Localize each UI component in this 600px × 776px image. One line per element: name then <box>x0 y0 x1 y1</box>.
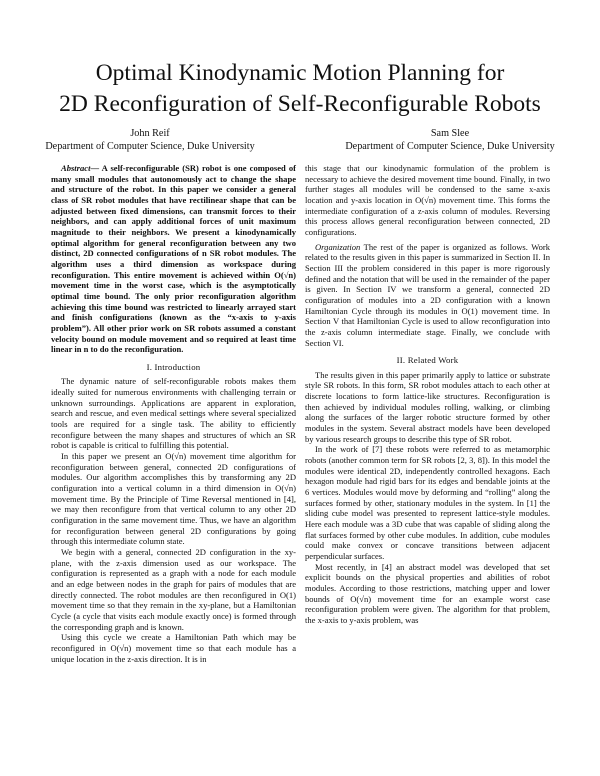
paragraph: We begin with a general, connected 2D configuration in the xy-plane, with the z-axis dimension used as our workspace. The configuration is represented as a graph with a node for each module and an edge between nodes in the graph for pairs of modules that are directly connected. The robot modules are then reconfigured in O(1) movement time so that they remain in the xy-plane, but a Hamiltonian Cycle (a cycle that visits each module exactly once) is formed through the corresponding graph and is known. <box>51 546 296 632</box>
title-line-2: 2D Reconfiguration of Self-Reconfigurable Robots <box>59 91 541 117</box>
author-affiliation: Department of Computer Science, Duke University <box>45 141 255 152</box>
paragraph: The dynamic nature of self-reconfigurable robots makes them ideally suited for numerous environments with challenging terrain or unknown surroundings. Applications are apparent in exploration, search and rescue, and even medical settings where several specialized tools are required for a single task. The ability to efficiently reconfigure between the many shapes and structures of which an SR robot is capable is critical to fulfilling this potential. <box>51 376 296 451</box>
paragraph: Using this cycle we create a Hamiltonian Path which may be reconfigured in O(√n) movement time so that each module has a unique location in the z-axis direction. It is in <box>51 632 296 664</box>
paragraph: Most recently, in [4] an abstract model was developed that set explicit bounds on the physical properties and abilities of robot modules. According to those restrictions, matching upper and lower bounds of O(√n) movement time for an example worst case reconfiguration problem were given. The algorithm for that problem, the x-axis to y-axis problem, was <box>305 561 550 625</box>
author-block-2 <box>300 127 600 153</box>
paragraph: The results given in this paper primarily apply to lattice or substrate style SR robots. In this form, SR robot modules attach to each other at discrete locations to form lattice-like structures. Reconfiguration is then achieved by individual modules rolling, walking, or climbing along the surfaces of the larger robotic structure formed by other modules in the system. Several abstract models have been developed by various research groups to describe this type of SR robot. <box>305 369 550 444</box>
section-heading-introduction: I. Introduction <box>146 361 201 372</box>
abstract-text: — A self-reconfigurable (SR) robot is one composed of many small modules that autonomously act to change the shape and structure of the robot. In this paper we consider a general class of SR robot modules that have rectilinear shape that can be adjusted between fixed dimensions, can transmit forces to their neighbors, and can apply additional forces of unit maximum magnitude to their neighbors. We present a kinodynamically optimal algorithm for general reconfiguration between any two distinct, 2D connected configurations of n SR robot modules. The algorithm uses a third dimension as workspace during reconfiguration. This entire movement is achieved within O(√n) movement time in the worst case, which is the asymptotically optimal time bound. The only prior reconfiguration algorithm achieving this time bound was restricted to linearly arrayed start and finish configurations (known as the “x-axis to y-axis problem”). All other prior work on SR robots assumed a constant velocity bound on module movement and so required at least time linear in n to do the reconfiguration. <box>51 163 296 355</box>
organization-label: Organization <box>315 241 361 252</box>
paragraph: this stage that our kinodynamic formulation of the problem is necessary to achieve the desired movement time bound. Finally, in two further stages all modules will be condensed to the same x-axis location and y-axis location in O(√n) movement time. This forms the intermediate configuration of a z-axis column of modules. Reversing this process allows general reconfiguration between connected, 2D configurations. <box>305 163 550 237</box>
section-heading-related-work: II. Related Work <box>396 355 459 366</box>
author-block-1 <box>0 127 300 153</box>
paper-title <box>0 58 600 120</box>
right-column <box>305 163 550 626</box>
paragraph: In this paper we present an O(√n) movement time algorithm for reconfiguration between general, connected 2D configurations of modules. Our algorithm accomplishes this by transforming any 2D configuration into a vertical column in a third dimension in O(√n) movement time. By the Principle of Time Reversal mentioned in [4], we may then reconfigure from that vertical column to any other 2D configuration in the same movement time. Thus, we have an algorithm for reconfiguration between general 2D configurations by going through this intermediate column state. <box>51 451 296 547</box>
abstract-label: Abstract <box>61 163 91 173</box>
author-affiliation: Department of Computer Science, Duke University <box>345 141 555 152</box>
organization-paragraph <box>305 242 550 349</box>
author-name: Sam Slee <box>430 128 470 139</box>
left-column <box>51 163 296 664</box>
paragraph: In the work of [7] these robots were referred to as metamorphic robots (another common term for SR robots [2, 3, 8]). In this model the modules were identical 2D, independently controlled hexagons. Each hexagon module had rigid bars for its edges and bendable joints at the 6 vertices. Modules would move by deforming and “rolling” along the surfaces formed by other, stationary modules in the system. In [1] the sliding cube model was presented to represent lattice-style modules. Here each module was a 3D cube that was capable of sliding along the flat surfaces formed by other cube modules. In addition, cube modules could make convex or concave transitions between adjacent perpendicular surfaces. <box>305 444 550 561</box>
title-line-1: Optimal Kinodynamic Motion Planning for <box>95 60 505 86</box>
abstract <box>51 163 296 355</box>
author-name: John Reif <box>130 128 170 139</box>
organization-text: The rest of the paper is organized as follows. Work related to the results given in this paper is summarized in Section II. In Section III the problem considered in this paper is more rigorously defined and the notation that will be used in the remainder of the paper is given. In Section IV we transform a general, connected 2D configuration of modules into a 2D configuration with a known Hamiltonian Cycle through its modules in O(1) movement time. In Section V that Hamiltonian Cycle is used to allow reconfiguration into the z-axis column intermediate stage. Finally, we conclude with Section VI. <box>305 241 550 348</box>
